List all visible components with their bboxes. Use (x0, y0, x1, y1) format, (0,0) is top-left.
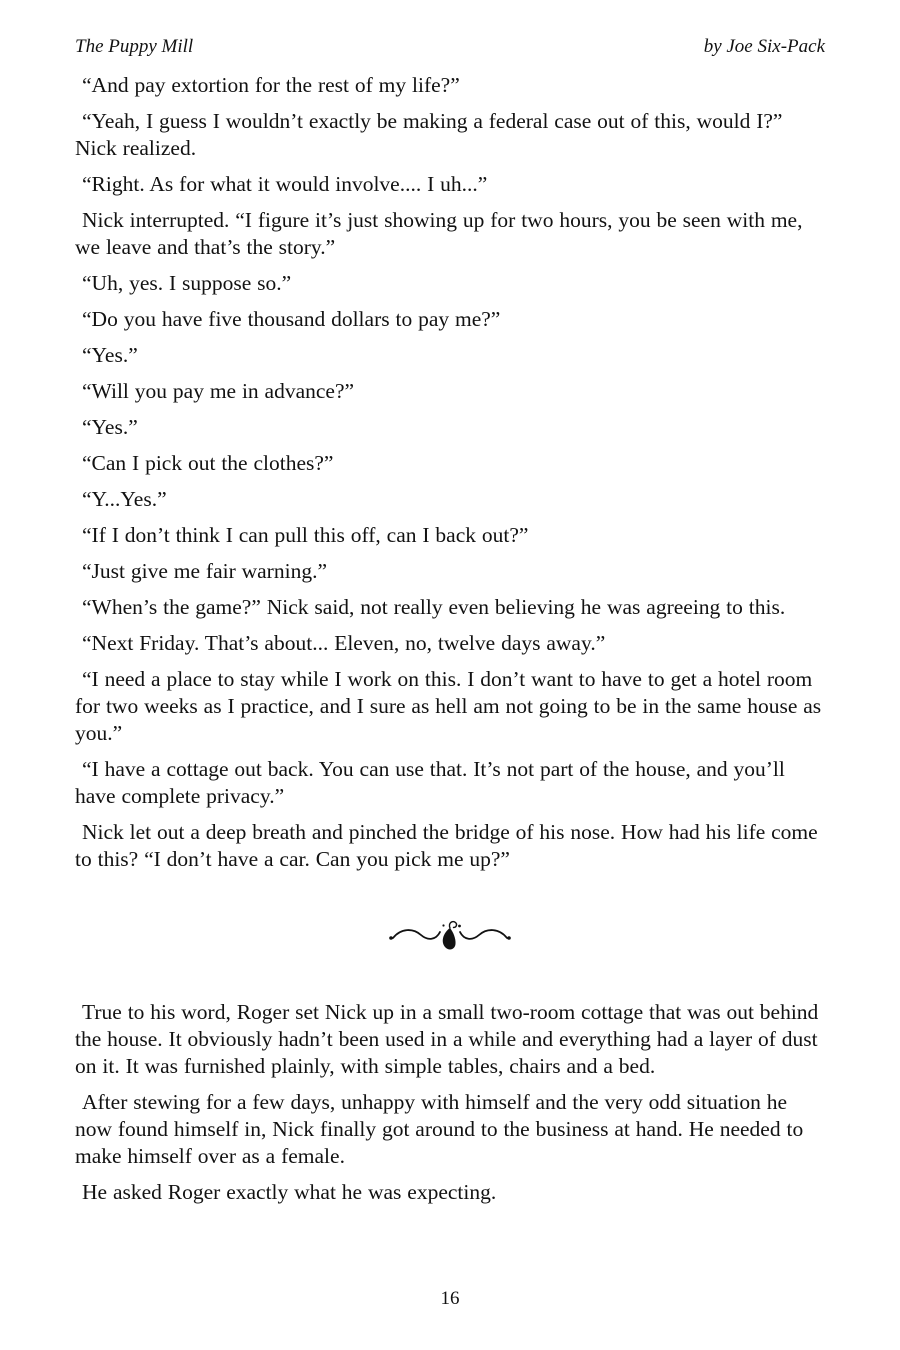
paragraph: After stewing for a few days, unhappy with himself and the very odd situation he now found himself in, Nick finally got around to the business at hand. He needed to make himself over as a female. (75, 1090, 804, 1168)
paragraph: “I need a place to stay while I work on this. I don’t want to have to get a hotel room for two weeks as I practice, and I sure as hell am not going to be in the same house as you.” (75, 667, 822, 745)
running-header (0, 0, 900, 58)
paragraph: “Right. As for what it would involve.... I uh...” (82, 172, 488, 196)
paragraph: “I have a cottage out back. You can use that. It’s not part of the house, and you’ll have complete privacy.” (75, 757, 785, 808)
paragraph: “Just give me fair warning.” (82, 559, 327, 583)
paragraph: He asked Roger exactly what he was expecting. (82, 1180, 497, 1204)
fleuron-ornament-icon (385, 917, 515, 957)
scene-2-text (75, 999, 825, 1206)
paragraph: Nick interrupted. “I figure it’s just showing up for two hours, you be seen with me, we leave and that’s the story.” (75, 208, 803, 259)
paragraph: “Uh, yes. I suppose so.” (82, 271, 292, 295)
running-header-byline: by Joe Six-Pack (703, 36, 825, 57)
page-footer (0, 1288, 900, 1310)
paragraph: “Yes.” (82, 415, 138, 439)
paragraph: “If I don’t think I can pull this off, can I back out?” (82, 523, 529, 547)
paragraph: “Yes.” (82, 343, 138, 367)
paragraph: Nick let out a deep breath and pinched the bridge of his nose. How had his life come to this? “I don’t have a car. Can you pick me up?” (75, 820, 818, 871)
running-header-title: The Puppy Mill (75, 36, 194, 57)
paragraph: “Can I pick out the clothes?” (82, 451, 334, 475)
scene-1-text (75, 72, 825, 873)
paragraph: “Yeah, I guess I wouldn’t exactly be making a federal case out of this, would I?” Nick realized. (75, 109, 783, 160)
paragraph: “And pay extortion for the rest of my life?” (82, 73, 460, 97)
paragraph: “Y...Yes.” (82, 487, 167, 511)
paragraph: “Next Friday. That’s about... Eleven, no, twelve days away.” (82, 631, 606, 655)
paragraph: “When’s the game?” Nick said, not really even believing he was agreeing to this. (82, 595, 786, 619)
scene-break-divider (75, 917, 825, 957)
page-body (0, 58, 900, 1206)
paragraph: “Will you pay me in advance?” (82, 379, 355, 403)
paragraph: True to his word, Roger set Nick up in a small two-room cottage that was out behind the house. It obviously hadn’t been used in a while and everything had a layer of dust on it. It was furnished plainly, with simple tables, chairs and a bed. (75, 1000, 819, 1078)
paragraph: “Do you have five thousand dollars to pay me?” (82, 307, 501, 331)
page-number: 16 (440, 1288, 460, 1309)
